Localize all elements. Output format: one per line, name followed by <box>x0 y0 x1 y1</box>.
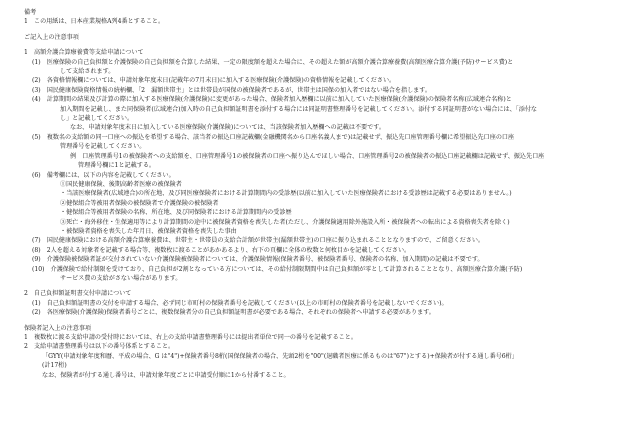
instruction-item: 管理番号欄に1と記載する。 <box>78 162 156 170</box>
instruction-item: ・被保険者資格を喪失した年月日、被保険者資格を喪失した事由 <box>60 227 237 235</box>
instruction-item: ・健保組合等被用者保険の名称、所在地、及び同保険者における計算期間内の受診歴 <box>60 209 292 217</box>
insurer-note: 2 支給申請書整理番号は以下の番号体系とすること。 <box>24 343 175 351</box>
insurer-note: 1 複数枚に渡る支給申請の受付時においては、右上の支給申請書整理番号には提出者単位で同一の番号を記載すること。 <box>24 334 357 341</box>
remarks-note-1: 1 この用紙は、日本産業規格A列4番とすること。 <box>24 18 165 26</box>
instruction-item: (8) 2人を超える対象者を記載する場合等、複数枚に渡ることがあかあるより、右下の頁欄に全体の枚数と何枚目かを記載してください。 <box>32 246 411 254</box>
instruction-item: 加入期間を記載し、また同保険者(広域連合)加入時の自己負担額証明書を添付する場合には同証明書整理番号を記載してください。添付する同証明書がない場合には、「添付な <box>60 105 538 113</box>
insurer-note: (計17桁) <box>42 362 67 370</box>
instruction-item: ①国民健康保険、後期高齢者医療の被保険者 <box>60 180 182 188</box>
instruction-item: (2) 各資格情報欄については、申請対象年度末日(記載年の7月末日)に加入する医療保険(介護保険)の資格情報を記載してください。 <box>32 77 396 85</box>
instruction-item: (1) 医療保険の自己負担額と介護保険の自己負担額を合算した結果、一定の限度額を超えた場合に、その超えた額が高額介護合算療養費(高額医療合算介護(予防)サービス費)と <box>32 58 514 66</box>
insurer-note: 「GYY(申請対象年度和暦、平成の場合、G は"4")+保険者番号8桁(国保保険者の場合、先頭2桁を"00"(退職者医療に係るものは"67")とする)+保険者が付する通し番号6桁」 <box>42 352 518 360</box>
insurer-note: なお、保険者が付する通し番号は、申請対象年度ごとに申請受付順に1から付番すること。 <box>42 371 290 379</box>
instruction-item: (1) 自己負担額証明書の交付を申請する場合、必ず同じ市町村の保険者番号を記載してください(以上の市町村の保険者番号を記載しないでください)。 <box>32 299 448 307</box>
instruction-item: (3) 国民健康保険資格情報の続柄欄、「2 漏額世帯主」とは世帯員が国保の被保険者であるが、世帯主は国保の加入者ではない場合を指します。 <box>32 86 431 94</box>
instruction-item: サービス費の支給がさない場合があります。 <box>60 274 182 282</box>
instruction-item: (4) 計算期間の結果及び計算の際に加入する医療保険(介護保険)に変更があった場合、保険者加入歴欄に以前に加入していた医療保険(介護保険)の保険者名称(広域連合名称)と <box>32 96 512 104</box>
instruction-item: 例 口座管理番号1の被保険者への支給額を、口座管理番号1の被保険者の口座へ振り込んでほしい場合、口座管理番号2の被保険者の振込口座記載欄は記載せず、振込先口座 <box>70 152 545 160</box>
instruction-item: ・当該医療保険者(広域連合)の所在地、及び同医療保険者における計算期間内の受診歴(以前に加入していた医療保険者における受診歴は記載する必要はありません。) <box>60 190 512 198</box>
section1-title: 1 高額介護合算療養費等支給申請について <box>24 49 144 57</box>
instruction-item: (7) 国民健康保険における高額介護合算療養費は、世帯主・世帯員の支給合計額が世帯主(漏額世帯主)の口座に振り込まれることとなりますので、ご留意ください。 <box>32 237 485 245</box>
instruction-item: (9) 介護保険被保険者証が交付されていない介護保険被保険者については、介護保険情報(保険者番号、被保険者番号、保険者の名称、加入期間)の記載は不要です。 <box>32 256 484 264</box>
instruction-item: なお、申請対象年度末日に加入している医療保険(介護保険)については、当該保険者加入歴欄への記載は不要です。 <box>70 124 385 132</box>
remarks-heading: 備考 <box>24 9 37 16</box>
instructions-heading: ご記入上の注意事項 <box>24 33 79 41</box>
instruction-item: ③死亡・海外移住・生保適用等により計算期間の途中に被保険者資格を喪失した者(ただし、介護保険適用除外施設入所・被保険者への転出による資格喪失者を除く) <box>60 218 510 226</box>
section2-title: 2 自己負担額証明書交付申請について <box>24 290 132 298</box>
instruction-item: し」と記載してください。 <box>60 115 134 123</box>
instruction-item: して支給されます。 <box>60 68 115 76</box>
instruction-item: 管理番号を記載してください。 <box>60 143 146 151</box>
instruction-item: (2) 各医療保険(介護保険)保険者番号ごとに、複数保険者分の自己負担額証明書が必要である場合、それぞれの保険者へ申請する必要があります。 <box>32 309 435 317</box>
instruction-item: ②健保組合等被用者保険の被保険者で介護保険の被保険者 <box>60 199 219 207</box>
instruction-item: (10) 介護保険で給付制限を受けており、自己負担が2割となっている方については、その給付制限期間中は自己負担額が零として計算されることとなり、高額医療合算介護(予防) <box>32 265 523 273</box>
instruction-item: (6) 備考欄には、以下の内容を記載してください。 <box>32 171 175 179</box>
insurer-notes-heading: 保険者記入上の注意事項 <box>24 324 92 332</box>
instruction-item: (5) 複数名の支給額の同一口座への振込を希望する場合、該当者の振込口座記載欄(金融機関名から口座名義人まで)は記載せず、振込先口座管理番号欄に希望振込先口座の口座 <box>32 133 515 141</box>
